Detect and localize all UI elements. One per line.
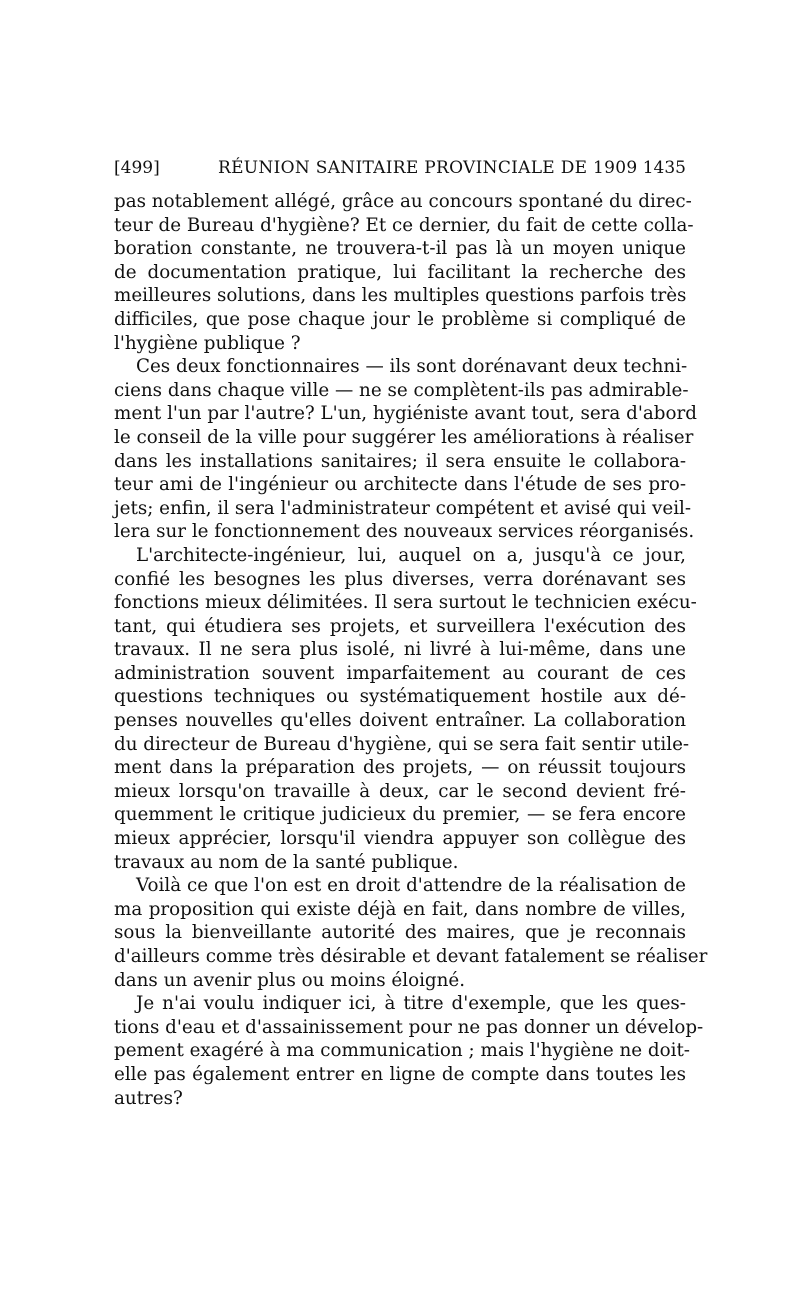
text-line: administration souvent imparfaitement au courant de ces [114,662,686,684]
text-line: sous la bienveillante autorité des maires, que je reconnais [114,922,686,944]
text-line: confié les besognes les plus diverses, verra dorénavant ses [114,568,686,590]
text-line: questions techniques ou systématiquement hostile aux dé- [114,686,686,708]
text-line: ciens dans chaque ville — ne se complètent-ils pas admirable- [114,379,689,401]
text-line: ma proposition qui existe déjà en fait, dans nombre de villes, [114,898,686,920]
text-line: de documentation pratique, lui facilitant la recherche des [114,261,686,283]
page-reference: [499] [114,158,160,178]
text-line: jets; enfin, il sera l'administrateur compétent et avisé qui veil- [114,497,692,519]
text-line: le conseil de la ville pour suggérer les améliorations à réaliser [114,426,694,448]
paragraph-first-line: L'architecte-ingénieur, lui, auquel on a, jusqu'à ce jour, [136,544,686,566]
text-line: mieux lorsqu'on travaille à deux, car le second devient fré- [114,780,686,802]
text-line: fonctions mieux délimitées. Il sera surtout le technicien exécu- [114,592,697,614]
running-header [114,156,686,180]
running-title: RÉUNION SANITAIRE PROVINCIALE DE 1909 [218,158,638,178]
body-text [114,190,708,1110]
text-line: tions d'eau et d'assainissement pour ne pas donner un dévelop- [114,1016,704,1038]
text-line: boration constante, ne trouvera-t-il pas là un moyen unique [114,238,686,260]
text-line: difficiles, que pose chaque jour le problème si compliqué de [114,308,686,330]
text-line: ment l'un par l'autre? L'un, hygiéniste avant tout, sera d'abord [114,403,697,425]
text-line: dans les installations sanitaires; il sera ensuite le collabora- [114,450,686,472]
text-line: mieux apprécier, lorsqu'il viendra appuyer son collègue des [114,828,686,850]
text-line: quemment le critique judicieux du premier, — se fera encore [114,804,686,826]
text-line: autres? [114,1087,183,1109]
text-line: meilleures solutions, dans les multiples questions parfois très [114,285,687,307]
text-line: ment dans la préparation des projets, — on réussit toujours [114,757,686,779]
text-line: d'ailleurs comme très désirable et devant fatalement se réaliser [114,946,708,967]
text-line: travaux. Il ne sera plus isolé, ni livré à lui-même, dans une [114,639,686,661]
text-line: elle pas également entrer en ligne de compte dans toutes les [114,1063,686,1085]
page-number: 1435 [642,158,686,178]
paragraph-first-line: Ces deux fonctionnaires — ils sont dorénavant deux techni- [136,356,688,378]
text-line: du directeur de Bureau d'hygiène, qui se sera fait sentir utile- [114,733,690,755]
text-line: teur de Bureau d'hygiène? Et ce dernier, du fait de cette colla- [114,214,694,236]
text-line: pement exagéré à ma communication ; mais l'hygiène ne doit- [114,1040,690,1062]
text-line: l'hygiène publique ? [114,332,301,354]
text-line: tant, qui étudiera ses projets, et surveillera l'exécution des [114,615,686,637]
paragraph-first-line: Voilà ce que l'on est en droit d'attendre de la réalisation de [136,875,686,897]
text-line: travaux au nom de la santé publique. [114,851,459,873]
paragraph-first-line: Je n'ai voulu indiquer ici, à titre d'exemple, que les ques- [136,993,686,1015]
text-line: lera sur le fonctionnement des nouveaux services réorganisés. [114,521,695,543]
text-line: penses nouvelles qu'elles doivent entraîner. La collaboration [114,710,686,732]
text-line: dans un avenir plus ou moins éloigné. [114,969,466,991]
text-line: teur ami de l'ingénieur ou architecte dans l'étude de ses pro- [114,474,686,496]
text-line: pas notablement allégé, grâce au concours spontané du direc- [114,191,692,212]
